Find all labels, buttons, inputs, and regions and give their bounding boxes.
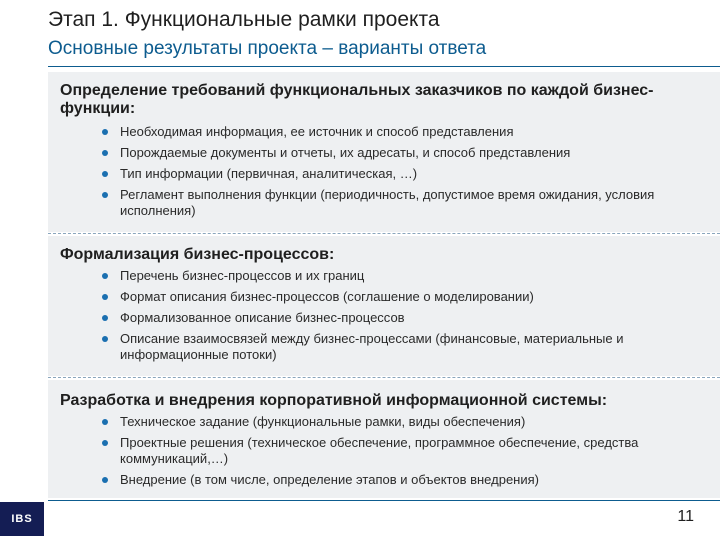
bullet-icon <box>102 419 108 425</box>
bullet-icon <box>102 315 108 321</box>
bullet-icon <box>102 336 108 342</box>
list-item-text: Внедрение (в том числе, определение этапов и объектов внедрения) <box>120 472 539 487</box>
section-divider <box>48 377 720 378</box>
list-item <box>60 124 696 140</box>
slide-title: Этап 1. Функциональные рамки проекта <box>48 8 440 31</box>
list-item-text: Техническое задание (функциональные рамки, виды обеспечения) <box>120 414 526 429</box>
list-item <box>60 187 696 219</box>
list-item-text: Тип информации (первичная, аналитическая, …) <box>120 166 418 181</box>
bullet-icon <box>102 192 108 198</box>
section-divider <box>48 233 720 234</box>
list-item-text: Регламент выполнения функции (периодичность, допустимое время ожидания, условия исполнения) <box>120 187 655 218</box>
bullet-icon <box>102 294 108 300</box>
bullet-icon <box>102 477 108 483</box>
section-heading-implementation: Разработка и внедрения корпоративной информационной системы: <box>60 392 608 409</box>
list-item-text: Перечень бизнес-процессов и их границ <box>120 268 365 283</box>
list-item <box>60 289 696 305</box>
list-item-text: Описание взаимосвязей между бизнес-процессами (финансовые, материальные и информационные потоки) <box>120 331 624 362</box>
section-heading-processes: Формализация бизнес-процессов: <box>60 246 335 263</box>
bullet-list-implementation <box>60 414 696 493</box>
bullet-icon <box>102 171 108 177</box>
list-item-text: Необходимая информация, ее источник и способ представления <box>120 124 514 139</box>
list-item <box>60 310 696 326</box>
list-item <box>60 145 696 161</box>
list-item-text: Формат описания бизнес-процессов (соглашение о моделировании) <box>120 289 534 304</box>
slide-subtitle: Основные результаты проекта – варианты ответа <box>48 38 487 59</box>
bullet-list-requirements <box>60 124 696 224</box>
list-item <box>60 435 696 467</box>
list-item-text: Проектные решения (техническое обеспечение, программное обеспечение, средства коммуникаций,…) <box>120 435 639 466</box>
bullet-list-processes <box>60 268 696 368</box>
list-item <box>60 166 696 182</box>
list-item <box>60 472 696 488</box>
list-item <box>60 414 696 430</box>
footer-divider <box>48 500 720 501</box>
bullet-icon <box>102 440 108 446</box>
bullet-icon <box>102 273 108 279</box>
list-item-text: Формализованное описание бизнес-процессов <box>120 310 405 325</box>
list-item <box>60 268 696 284</box>
list-item <box>60 331 696 363</box>
section-heading-requirements: Определение требований функциональных заказчиков по каждой бизнес-функции: <box>60 82 654 117</box>
ibs-logo: IBS <box>0 502 44 536</box>
list-item-text: Порождаемые документы и отчеты, их адресаты, и способ представления <box>120 145 571 160</box>
bullet-icon <box>102 129 108 135</box>
bullet-icon <box>102 150 108 156</box>
page-number: 11 <box>677 508 694 525</box>
header-divider <box>48 66 720 67</box>
